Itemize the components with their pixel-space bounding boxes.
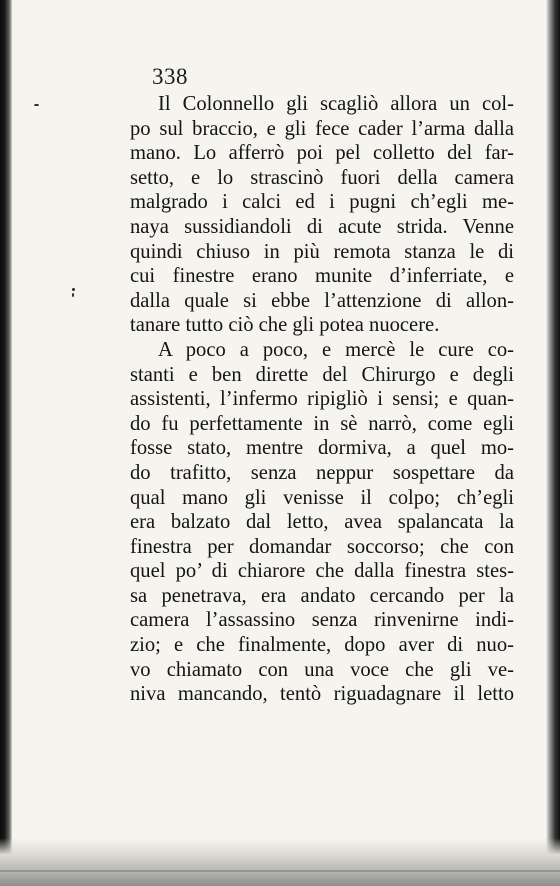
text-line: quel po’ di chiarore che dalla finestra stes-: [130, 560, 514, 583]
text-line: camera l’assassino senza rinvenirne indi-: [130, 609, 514, 632]
ink-speck: [34, 104, 39, 106]
text-line: zio; e che finalmente, dopo aver di nuo-: [130, 634, 514, 657]
text-line: do trafitto, senza neppur sospettare da: [130, 461, 514, 484]
text-line: cui finestre erano munite d’inferriate, e: [130, 265, 514, 288]
text-line: dalla quale si ebbe l’attenzione di allon-: [130, 289, 514, 312]
text-line: era balzato dal letto, avea spalancata la: [130, 511, 514, 534]
page-number: 338: [152, 64, 188, 89]
text-line: setto, e lo strascinò fuori della camera: [130, 166, 514, 189]
text-line: naya sussidiandoli di acute strida. Venne: [130, 215, 514, 238]
text-line: assistenti, l’infermo ripigliò i sensi; e quan-: [130, 388, 514, 411]
text-line: qual mano gli venisse il colpo; ch’egli: [130, 486, 514, 509]
text-line: do fu perfettamente in sè narrò, come egli: [130, 412, 514, 435]
text-line: niva mancando, tentò riguadagnare il letto: [130, 683, 514, 706]
page-bottom-crease: [0, 870, 560, 872]
text-line: po sul braccio, e gli fece cader l’arma dalla: [130, 117, 514, 140]
text-line: stanti e ben dirette del Chirurgo e degli: [130, 363, 514, 386]
text-line: finestra per domandar soccorso; che con: [130, 535, 514, 558]
text-line: malgrado i calci ed i pugni ch’egli me-: [130, 191, 514, 214]
ink-speck: [72, 293, 74, 297]
text-line: quindi chiuso in più remota stanza le di: [130, 240, 514, 263]
text-line: A poco a poco, e mercè le cure co-: [158, 338, 514, 361]
ink-speck: [72, 288, 75, 291]
page-right-edge: [546, 0, 560, 886]
text-line: Il Colonnello gli scagliò allora un col-: [158, 93, 514, 115]
body-text: [130, 92, 514, 707]
text-line: tanare tutto ciò che gli potea nuocere.: [130, 314, 440, 337]
text-line: mano. Lo afferrò poi pel colletto del far-: [130, 142, 514, 165]
text-line: vo chiamato con una voce che gli ve-: [130, 658, 514, 681]
page-binding-edge: [0, 0, 12, 886]
text-line: fosse stato, mentre dormiva, a quel mo-: [130, 437, 514, 460]
text-line: sa penetrava, era andato cercando per la: [130, 584, 514, 607]
page-bottom-edge: [0, 838, 560, 886]
